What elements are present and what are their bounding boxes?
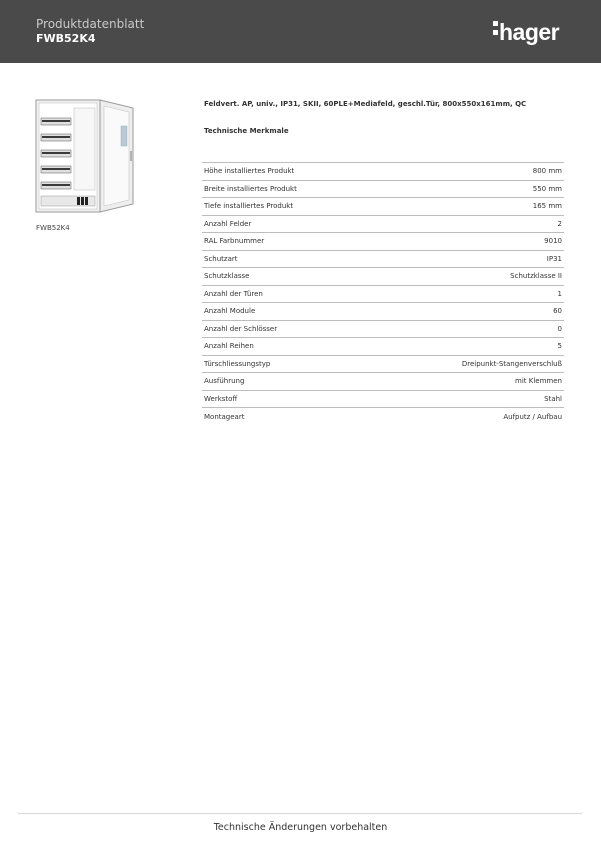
spec-value: 165 mm: [376, 198, 564, 216]
spec-value: 550 mm: [376, 180, 564, 198]
page-header: [0, 0, 601, 63]
spec-row: [202, 355, 564, 373]
spec-label: Türschliessungstyp: [202, 355, 376, 373]
logo-colon-icon: [493, 18, 499, 39]
spec-value: mit Klemmen: [376, 373, 564, 391]
spec-row: [202, 163, 564, 181]
spec-value: 0: [376, 320, 564, 338]
spec-row: [202, 198, 564, 216]
spec-label: Anzahl der Schlösser: [202, 320, 376, 338]
spec-value: 5: [376, 338, 564, 356]
spec-row: [202, 215, 564, 233]
spec-label: Anzahl der Türen: [202, 285, 376, 303]
spec-value: 60: [376, 303, 564, 321]
spec-row: [202, 338, 564, 356]
spec-label: Montageart: [202, 408, 376, 426]
spec-row: [202, 320, 564, 338]
spec-label: Höhe installiertes Produkt: [202, 163, 376, 181]
spec-value: Aufputz / Aufbau: [376, 408, 564, 426]
footer-divider: [18, 813, 582, 814]
spec-row: [202, 233, 564, 251]
spec-value: 1: [376, 285, 564, 303]
spec-value: 9010: [376, 233, 564, 251]
image-caption: FWB52K4: [36, 224, 70, 232]
spec-value: 800 mm: [376, 163, 564, 181]
spec-row: [202, 180, 564, 198]
spec-value: Stahl: [376, 390, 564, 408]
spec-row: [202, 390, 564, 408]
spec-label: Anzahl Reihen: [202, 338, 376, 356]
spec-row: [202, 303, 564, 321]
logo-text: hager: [499, 19, 560, 45]
spec-label: Schutzart: [202, 250, 376, 268]
spec-value: Dreipunkt-Stangenverschluß: [376, 355, 564, 373]
spec-value: Schutzklasse II: [376, 268, 564, 286]
document-type: Produktdatenblatt: [36, 17, 145, 31]
spec-label: Breite installiertes Produkt: [202, 180, 376, 198]
product-image: [33, 96, 139, 217]
hager-logo: [493, 18, 559, 46]
spec-value: IP31: [376, 250, 564, 268]
spec-label: Anzahl Module: [202, 303, 376, 321]
spec-label: Ausführung: [202, 373, 376, 391]
footer-note: Technische Änderungen vorbehalten: [213, 822, 388, 833]
product-description: Feldvert. AP, univ., IP31, SKII, 60PLE+Mediafeld, geschl.Tür, 800x550x161mm, QC: [204, 100, 527, 108]
spec-label: RAL Farbnummer: [202, 233, 376, 251]
spec-row: [202, 408, 564, 426]
spec-row: [202, 285, 564, 303]
spec-label: Schutzklasse: [202, 268, 376, 286]
spec-row: [202, 373, 564, 391]
spec-label: Werkstoff: [202, 390, 376, 408]
product-code: FWB52K4: [36, 32, 96, 45]
spec-value: 2: [376, 215, 564, 233]
spec-label: Tiefe installiertes Produkt: [202, 198, 376, 216]
section-title: Technische Merkmale: [204, 127, 289, 135]
spec-row: [202, 250, 564, 268]
spec-label: Anzahl Felder: [202, 215, 376, 233]
specs-table: [202, 162, 564, 425]
spec-row: [202, 268, 564, 286]
